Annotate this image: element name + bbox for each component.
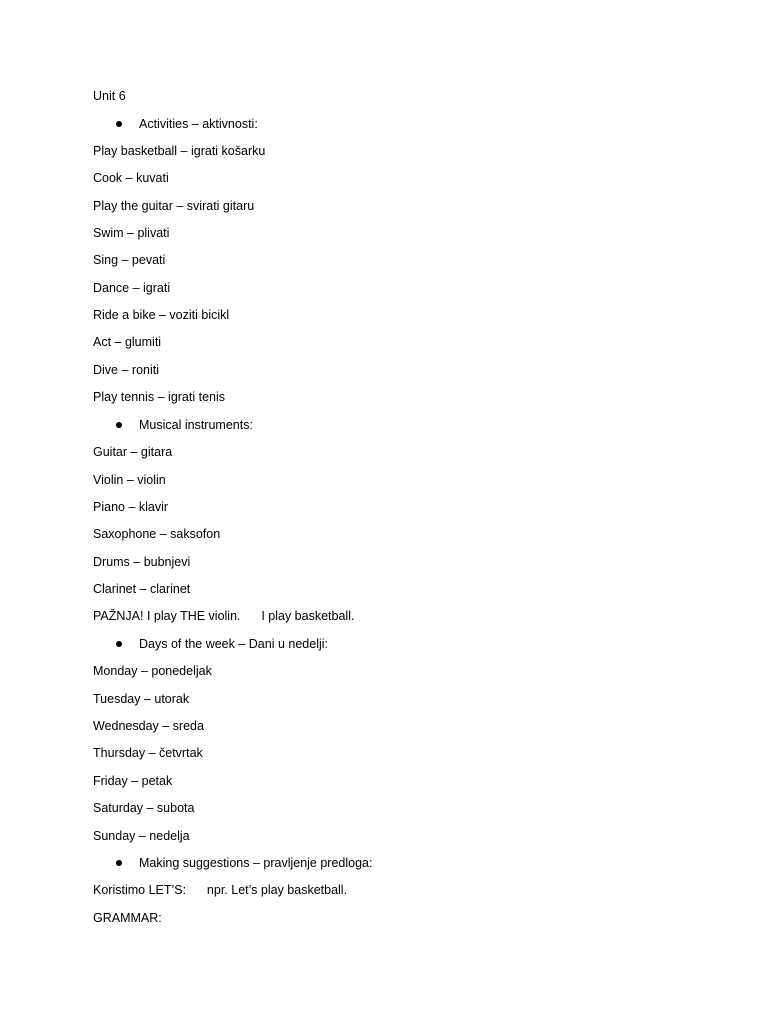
list-item: Play the guitar – svirati gitaru [93, 199, 255, 213]
list-item: Thursday – četvrtak [93, 746, 203, 760]
list-item: Saxophone – saksofon [93, 527, 221, 541]
list-item: Play basketball – igrati košarku [93, 144, 266, 158]
section-heading-label: Days of the week – Dani u nedelji: [139, 637, 328, 651]
section-heading-label: Activities – aktivnosti: [139, 117, 258, 131]
page-title: Unit 6 [93, 89, 126, 103]
list-item: Sunday – nedelja [93, 829, 190, 843]
list-item: Ride a bike – voziti bicikl [93, 308, 230, 322]
list-item: Koristimo LET’S: npr. Let’s play basketball. [93, 883, 348, 897]
list-item: Clarinet – clarinet [93, 582, 191, 596]
list-item: Guitar – gitara [93, 445, 173, 459]
list-item: Violin – violin [93, 473, 166, 487]
note-text: PAŽNJA! I play THE violin. I play basketball. [93, 609, 355, 623]
bullet-icon [116, 641, 122, 647]
bullet-icon [116, 860, 122, 866]
list-item: Dive – roniti [93, 363, 159, 377]
list-item: Wednesday – sreda [93, 719, 204, 733]
bullet-icon [116, 422, 122, 428]
list-item: Saturday – subota [93, 801, 195, 815]
list-item: Act – glumiti [93, 335, 162, 349]
section-heading-label: Making suggestions – pravljenje predloga: [139, 856, 373, 870]
list-item: Piano – klavir [93, 500, 169, 514]
bullet-icon [116, 121, 122, 127]
list-item: Cook – kuvati [93, 171, 169, 185]
list-item: Play tennis – igrati tenis [93, 390, 226, 404]
list-item: Drums – bubnjevi [93, 555, 191, 569]
list-item: Monday – ponedeljak [93, 664, 212, 678]
section-heading-label: Musical instruments: [139, 418, 253, 432]
list-item: Tuesday – utorak [93, 692, 190, 706]
grammar-heading: GRAMMAR: [93, 911, 162, 925]
list-item: Swim – plivati [93, 226, 170, 240]
list-item: Dance – igrati [93, 281, 171, 295]
list-item: Sing – pevati [93, 253, 166, 267]
list-item: Friday – petak [93, 774, 173, 788]
